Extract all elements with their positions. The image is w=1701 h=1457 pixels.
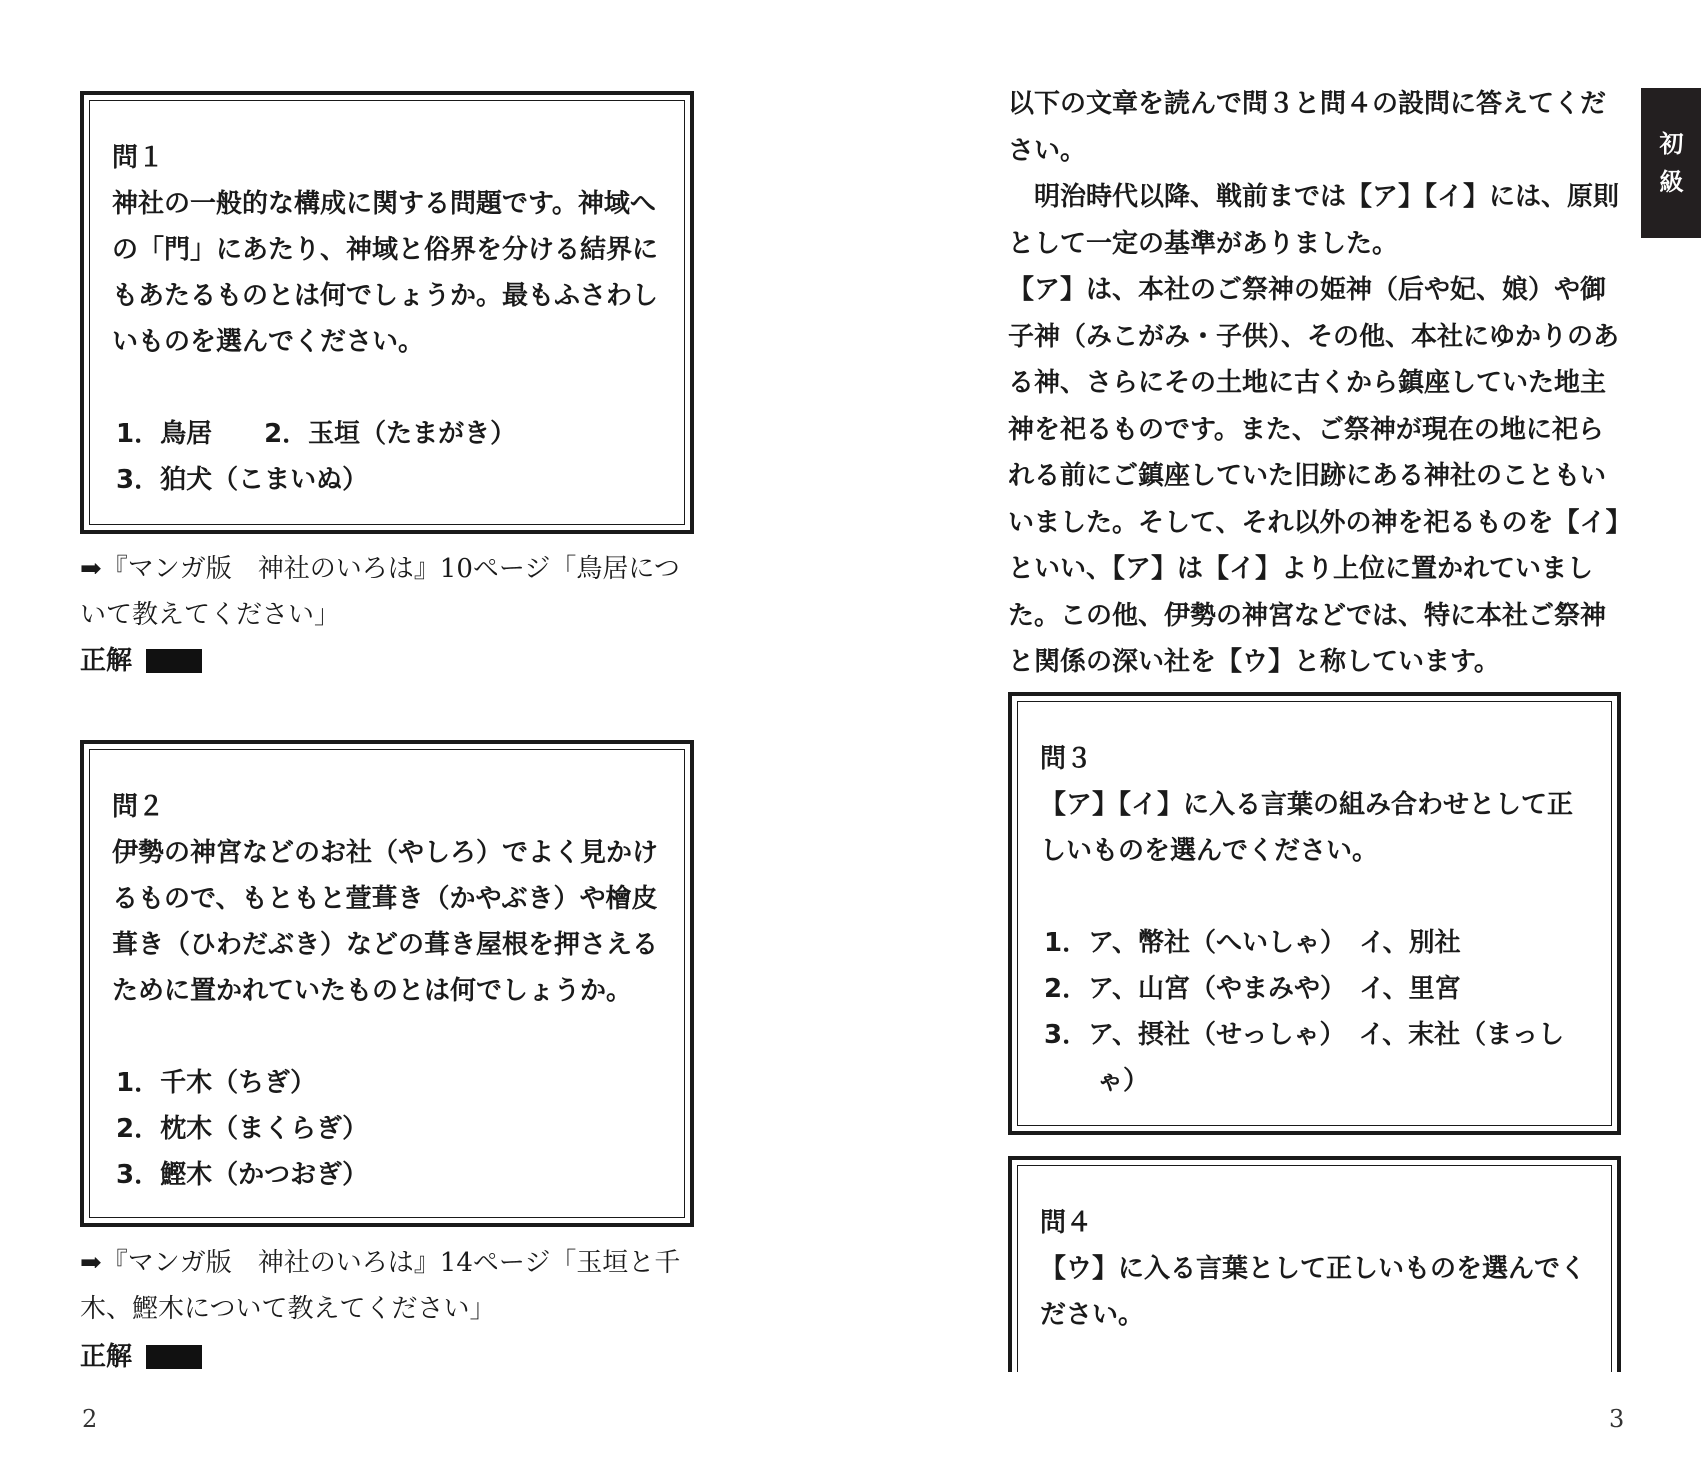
question-1-answer bbox=[80, 644, 202, 678]
question-2-answer bbox=[80, 1340, 202, 1374]
level-tab-char: 級 bbox=[1659, 168, 1684, 196]
answer-label: 正解 bbox=[80, 1342, 133, 1372]
question-3-choice: 1．ア、幣社（へいしゃ） イ、別社 bbox=[1044, 928, 1461, 958]
question-2-choice: 1．千木（ちぎ） bbox=[116, 1068, 317, 1098]
answer-blank bbox=[146, 1345, 202, 1369]
question-1-choice-line: 1．鳥居 2．玉垣（たまがき） bbox=[116, 419, 517, 449]
question-3-text: 【ア】【イ】に入る言葉の組み合わせとして正しいものを選んでください。 bbox=[1040, 790, 1574, 866]
question-2-title: 問２ bbox=[112, 792, 165, 822]
right-page bbox=[851, 0, 1701, 1457]
question-1-title: 問１ bbox=[112, 143, 165, 173]
question-2-reference bbox=[80, 1240, 700, 1332]
level-tab bbox=[1641, 88, 1701, 238]
question-2-reference-text: ➡『マンガ版 神社のいろは』14ページ「玉垣と千木、鰹木について教えてください」 bbox=[80, 1248, 681, 1324]
question-2-choice: 3．鰹木（かつおぎ） bbox=[116, 1160, 369, 1190]
reading-passage bbox=[1008, 81, 1628, 686]
question-2-frame bbox=[89, 749, 685, 1218]
question-4-text: 【ウ】に入る言葉として正しいものを選んでください。 bbox=[1040, 1254, 1587, 1330]
question-3-frame bbox=[1017, 701, 1612, 1126]
page-number: 3 bbox=[1609, 1405, 1625, 1433]
question-1-frame bbox=[89, 100, 685, 525]
answer-label: 正解 bbox=[80, 646, 133, 676]
answer-blank bbox=[146, 649, 202, 673]
question-2-box bbox=[80, 740, 694, 1227]
level-tab-char: 初 bbox=[1659, 130, 1684, 158]
page-number: 2 bbox=[82, 1405, 98, 1433]
question-3-choice: 2．ア、山宮（やまみや） イ、里宮 bbox=[1044, 974, 1461, 1004]
question-4-title: 問４ bbox=[1040, 1208, 1093, 1238]
question-2-text: 伊勢の神宮などのお社（やしろ）でよく見かけるもので、もともと萱葺き（かやぶき）や檜皮葺き（ひわだぶき）などの葺き屋根を押さえるために置かれていたものとは何でしょうか。 bbox=[112, 838, 659, 1006]
question-1-reference-text: ➡『マンガ版 神社のいろは』10ページ「鳥居について教えてください」 bbox=[80, 554, 680, 630]
question-1-text: 神社の一般的な構成に関する問題です。神域への「門」にあたり、神域と俗界を分ける結界にもあたるものとは何でしょうか。最もふさわしいものを選んでください。 bbox=[112, 189, 659, 357]
question-1-reference bbox=[80, 546, 700, 638]
question-1-choice-line: 3．狛犬（こまいぬ） bbox=[116, 465, 369, 495]
question-3-box bbox=[1008, 692, 1621, 1135]
question-3-choice-continuation: ゃ） bbox=[1097, 1066, 1150, 1096]
question-4-box bbox=[1008, 1156, 1621, 1372]
left-page bbox=[0, 0, 850, 1457]
passage-paragraph: 【ア】は、本社のご祭神の姫神（后や妃、娘）や御子神（みこがみ・子供）、その他、本社にゆかりのある神、さらにその土地に古くから鎮座していた地主神を祀るものです。また、ご祭神が現在の地に祀られる前にご鎮座していた旧跡にある神社のこともいいました。そして、それ以外の神を祀るものを【イ】といい、【ア】は【イ】より上位に置かれていました。この他、伊勢の神宮などでは、特に本社ご祭神と関係の深い社を【ウ】と称しています。 bbox=[1008, 275, 1620, 677]
passage-paragraph: 明治時代以降、戦前までは【ア】【イ】には、原則として一定の基準がありました。 bbox=[1008, 182, 1620, 259]
question-4-frame bbox=[1017, 1165, 1612, 1372]
question-2-choice: 2．枕木（まくらぎ） bbox=[116, 1114, 369, 1144]
question-1-box bbox=[80, 91, 694, 534]
passage-instruction: 以下の文章を読んで問３と問４の設問に答えてください。 bbox=[1008, 89, 1607, 166]
question-3-title: 問３ bbox=[1040, 744, 1093, 774]
question-3-choice: 3．ア、摂社（せっしゃ） イ、末社（まっし bbox=[1044, 1020, 1565, 1050]
